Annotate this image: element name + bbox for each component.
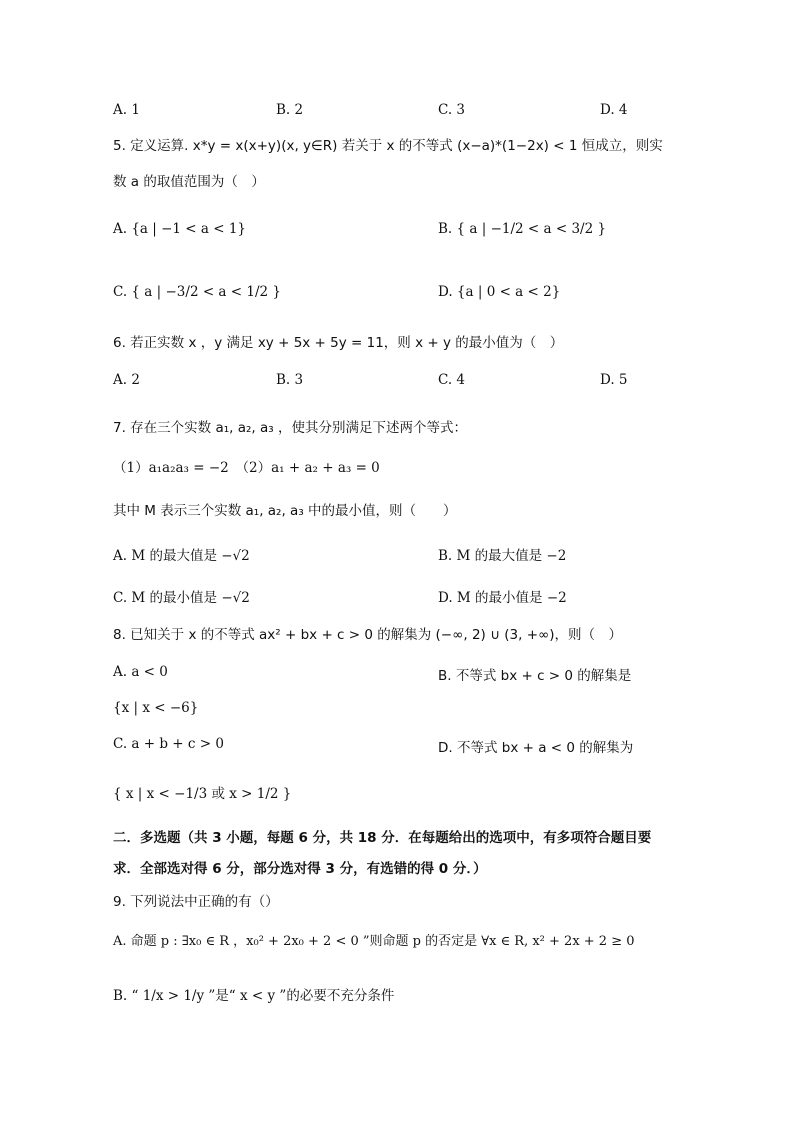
q4-option-c: C. 3 <box>438 102 466 118</box>
q9-option-b: B. “ 1/x > 1/y ”是“ x < y ”的必要不充分条件 <box>113 988 395 1004</box>
q6-stem: 6. 若正实数 x ，y 满足 xy + 5x + 5y = 11，则 x + y 的最小值为（ ） <box>113 335 564 351</box>
q7-conditions: （1）a₁a₂a₃ = −2 （2）a₁ + a₂ + a₃ = 0 <box>113 460 380 476</box>
q8-option-c: C. a + b + c > 0 <box>113 736 224 752</box>
q7-option-d: D. M 的最小值是 −2 <box>438 590 567 606</box>
q4-option-d: D. 4 <box>600 102 628 118</box>
q8-option-a: A. a < 0 <box>113 664 168 680</box>
q7-note: 其中 M 表示三个实数 a₁, a₂, a₃ 中的最小值，则（ ） <box>113 503 457 519</box>
q5-stem-line1: 5. 定义运算. x*y = x(x+y)(x, y∈R) 若关于 x 的不等式 (x−a)*(1−2x) < 1 恒成立，则实 <box>113 138 663 154</box>
q9-option-a: A. 命题 p : ∃x₀ ∈ R ，x₀² + 2x₀ + 2 < 0 ”则命题 p 的否定是 ∀x ∈ R, x² + 2x + 2 ≥ 0 <box>113 934 635 949</box>
q5-option-b: B. { a | −1/2 < a < 3/2 } <box>438 221 607 237</box>
section2-heading-line1: 二．多选题（共 3 小题，每题 6 分，共 18 分．在每题给出的选项中，有多项符合题目要 <box>113 830 652 846</box>
q4-option-b: B. 2 <box>276 102 304 118</box>
q9-stem: 9. 下列说法中正确的有（） <box>113 894 279 910</box>
q6-option-b: B. 3 <box>276 372 304 388</box>
q7-option-c: C. M 的最小值是 −√2 <box>113 590 250 606</box>
q5-stem-line2: 数 a 的取值范围为（ ） <box>113 174 265 190</box>
q8-option-b-set: {x | x < −6} <box>113 700 199 716</box>
q6-option-a: A. 2 <box>113 372 140 388</box>
section2-heading-line2: 求．全部选对得 6 分，部分选对得 3 分，有选错的得 0 分．） <box>113 861 487 877</box>
q8-option-b: B. 不等式 bx + c > 0 的解集是 <box>438 668 632 684</box>
q8-stem: 8. 已知关于 x 的不等式 ax² + bx + c > 0 的解集为 (−∞, 2) ∪ (3, +∞)，则（ ） <box>113 627 623 643</box>
q6-option-d: D. 5 <box>600 372 628 388</box>
q5-option-c: C. { a | −3/2 < a < 1/2 } <box>113 284 281 300</box>
q7-option-b: B. M 的最大值是 −2 <box>438 548 567 564</box>
q7-option-a: A. M 的最大值是 −√2 <box>113 548 250 564</box>
q8-option-d-set: { x | x < −1/3 或 x > 1/2 } <box>113 786 292 802</box>
q6-option-c: C. 4 <box>438 372 466 388</box>
q7-stem: 7. 存在三个实数 a₁, a₂, a₃ ，使其分别满足下述两个等式： <box>113 420 467 436</box>
q4-option-a: A. 1 <box>113 102 140 118</box>
q5-option-d: D. {a | 0 < a < 2} <box>438 284 561 300</box>
q5-option-a: A. {a | −1 < a < 1} <box>113 221 247 237</box>
q8-option-d: D. 不等式 bx + a < 0 的解集为 <box>438 740 634 756</box>
